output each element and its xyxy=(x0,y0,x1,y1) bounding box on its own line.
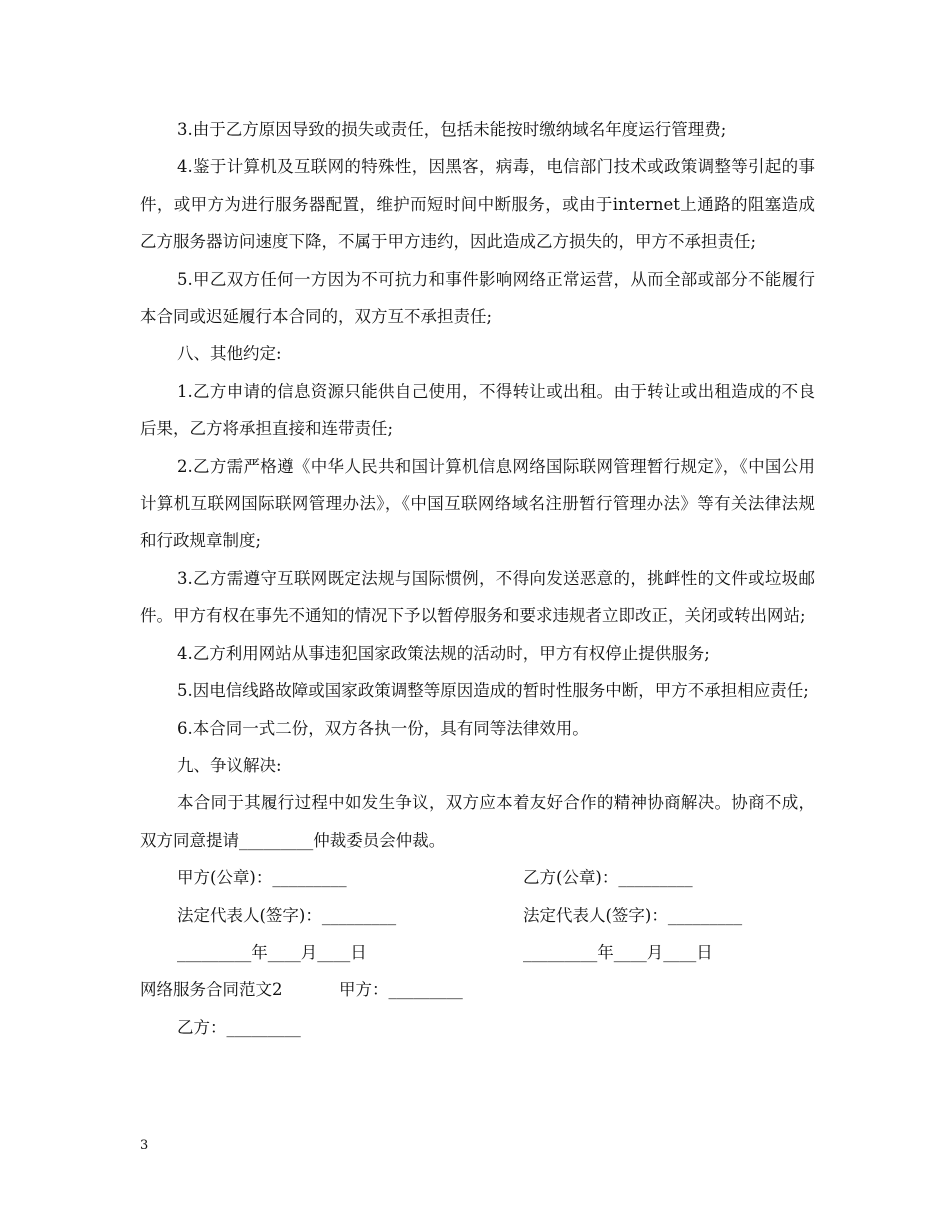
party-a-representative-field: 法定代表人(签字)：_________ xyxy=(177,905,397,925)
signature-row-seal xyxy=(140,859,815,896)
clause-paragraph: 2.乙方需严格遵《中华人民共和国计算机信息网络国际联网管理暂行规定》，《中国公用计算机互联网国际联网管理办法》，《中国互联网络域名注册暂行管理办法》等有关法律法规和行政规章制度; xyxy=(140,456,815,551)
page-number: 3 xyxy=(140,1138,149,1153)
party-b-representative-field: 法定代表人(签字)：_________ xyxy=(523,905,743,925)
clause-paragraph: 5.因电信线路故障或国家政策调整等原因造成的暂时性服务中断，甲方不承担相应责任; xyxy=(177,681,809,701)
section-heading: 九、争议解决: xyxy=(177,755,282,775)
clause-paragraph: 5.甲乙双方任何一方因为不可抗力和事件影响网络正常运营，从而全部或部分不能履行本合同或迟延履行本合同的，双方互不承担责任; xyxy=(140,269,815,327)
clause-paragraph: 6.本合同一式二份，双方各执一份，具有同等法律效用。 xyxy=(177,718,589,738)
next-contract-party-b-row xyxy=(140,1009,815,1046)
clause-paragraph: 3.由于乙方原因导致的损失或责任，包括未能按时缴纳域名年度运行管理费; xyxy=(177,120,727,139)
next-contract-party-a: 甲方：_________ xyxy=(339,980,463,1000)
next-contract-title-row xyxy=(140,971,815,1008)
next-contract-title: 网络服务合同范文2 xyxy=(140,980,283,1000)
clause-paragraph: 1.乙方申请的信息资源只能供自己使用，不得转让或出租。由于转让或出租造成的不良后果，乙方将承担直接和连带责任; xyxy=(140,381,815,439)
section-heading: 八、其他约定: xyxy=(177,344,282,364)
clause-paragraph: 3.乙方需遵守互联网既定法规与国际惯例，不得向发送恶意的，挑衅性的文件或垃圾邮件。甲方有权在事先不通知的情况下予以暂停服务和要求违规者立即改正，关闭或转出网站; xyxy=(140,568,815,626)
clause-paragraph: 4.鉴于计算机及互联网的特殊性，因黑客，病毒，电信部门技术或政策调整等引起的事件，或甲方为进行服务器配置，维护而短时间中断服务，或由于internet上通路的阻塞造成乙方服务器访问速度下降，不属于甲方违约，因此造成乙方损失的，甲方不承担责任; xyxy=(140,157,815,252)
party-b-seal-field: 乙方(公章)：_________ xyxy=(523,868,693,888)
clause-paragraph: 4.乙方利用网站从事违犯国家政策法规的活动时，甲方有权停止提供服务; xyxy=(177,643,710,663)
document-body xyxy=(140,111,815,1046)
clause-paragraph: 本合同于其履行过程中如发生争议，双方应本着友好合作的精神协商解决。协商不成，双方同意提请_________仲裁委员会仲裁。 xyxy=(140,793,815,850)
party-b-date-field: _________年____月____日 xyxy=(523,942,713,962)
party-a-seal-field: 甲方(公章)：_________ xyxy=(177,868,347,888)
party-a-date-field: _________年____月____日 xyxy=(177,942,367,962)
signature-row-representative xyxy=(140,897,815,934)
next-contract-party-b: 乙方：_________ xyxy=(177,1017,301,1037)
signature-row-date xyxy=(140,934,815,971)
